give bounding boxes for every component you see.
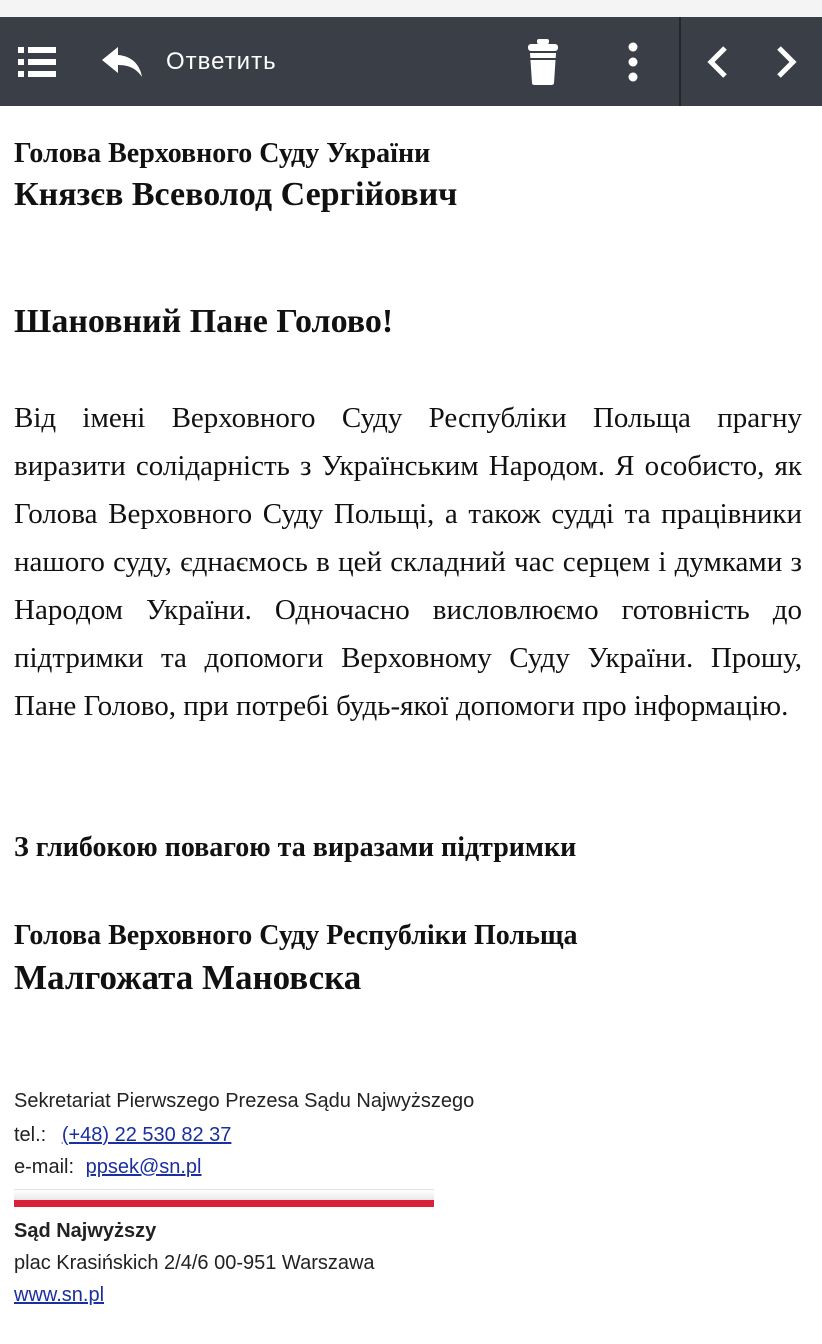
reply-button[interactable] [100,17,310,106]
email-line [14,1156,202,1179]
signer-title: Голова Верховного Суду Республіки Польща [14,920,578,951]
previous-message-button[interactable] [690,17,746,106]
more-vertical-icon [627,42,639,82]
email-link[interactable]: ppsek@sn.pl [85,1156,202,1178]
status-bar [0,0,822,17]
chevron-left-icon [707,46,729,78]
addressee-title: Голова Верховного Суду України [14,138,431,169]
letter-paragraph: Від імені Верховного Суду Республіки Польща прагну виразити солідарність з Українським Народом. Я особисто, як Голова Верховного Суду Польщі, а також судді та працівники нашого суду, єднаємось в цей складний час серцем і думками з Народом України. Одночасно висловлюємо готовність до підтримки та допомоги Верховному Суду України. Прошу, Пане Голово, при потребі будь-якої допомоги про інформацію. [14,402,802,722]
secretariat-name: Sekretariat Pierwszego Prezesa Sądu Najwyższego [14,1090,475,1112]
email-label: e-mail: [14,1156,75,1178]
addressee-name: Князєв Всеволод Сергійович [14,176,458,213]
reply-icon [100,45,144,79]
website-link[interactable]: www.sn.pl [14,1284,105,1306]
phone-link[interactable]: (+48) 22 530 82 37 [61,1124,232,1146]
menu-icon [18,45,58,79]
toolbar-divider [679,17,681,106]
phone-line [14,1124,231,1147]
closing-line: З глибокою повагою та виразами підтримки [14,832,577,863]
reply-label: Ответить [166,47,277,75]
mail-toolbar [0,17,822,106]
chevron-right-icon [775,46,797,78]
polish-flag-divider [14,1189,434,1209]
next-message-button[interactable] [758,17,814,106]
organization-name: Sąd Najwyższy [14,1220,157,1242]
delete-button[interactable] [515,17,571,106]
menu-button[interactable] [8,17,68,106]
trash-icon [526,38,560,86]
signer-name: Малгожата Мановска [14,958,362,997]
organization-address: plac Krasińskich 2/4/6 00-951 Warszawa [14,1252,375,1274]
salutation: Шановний Пане Голово! [14,303,394,340]
more-options-button[interactable] [608,17,658,106]
phone-label: tel.: [14,1124,47,1146]
